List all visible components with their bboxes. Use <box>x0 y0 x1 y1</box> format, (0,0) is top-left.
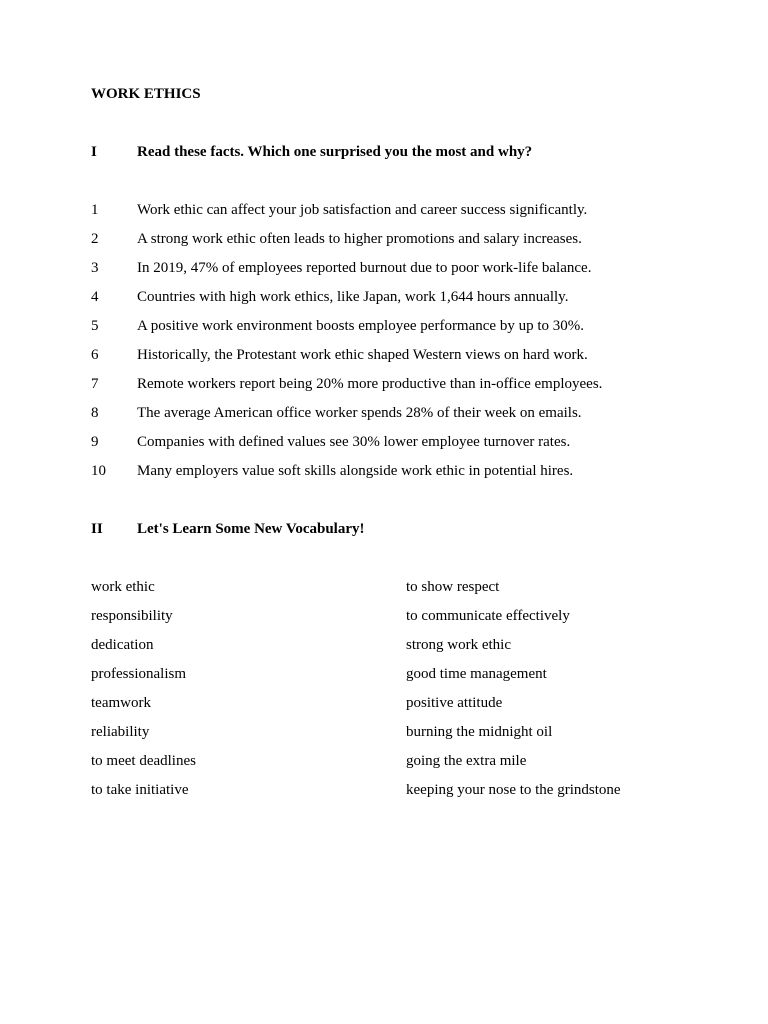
vocab-term: strong work ethic <box>406 637 511 653</box>
fact-text: A positive work environment boosts employee performance by up to 30%. <box>137 318 584 334</box>
vocab-term: teamwork <box>91 695 151 711</box>
vocab-list-right <box>406 578 726 810</box>
vocab-term: reliability <box>91 724 150 740</box>
fact-number: 3 <box>91 260 99 276</box>
fact-number: 10 <box>91 463 106 479</box>
vocab-list-left <box>91 578 411 810</box>
vocab-term: good time management <box>406 666 547 682</box>
section-2-numeral: II <box>91 521 103 537</box>
fact-text: A strong work ethic often leads to higher promotions and salary increases. <box>137 231 582 247</box>
fact-number: 8 <box>91 405 99 421</box>
vocab-term: to meet deadlines <box>91 753 196 769</box>
fact-text: Companies with defined values see 30% lower employee turnover rates. <box>137 434 571 450</box>
fact-text: Many employers value soft skills alongside work ethic in potential hires. <box>137 463 574 479</box>
vocab-term: work ethic <box>91 579 155 595</box>
fact-text: Countries with high work ethics, like Japan, work 1,644 hours annually. <box>137 289 569 305</box>
section-1-heading <box>91 143 711 161</box>
vocab-term: professionalism <box>91 666 186 682</box>
list-item <box>91 317 731 346</box>
fact-number: 7 <box>91 376 99 392</box>
list-item <box>91 433 731 462</box>
list-item <box>91 259 731 288</box>
fact-number: 4 <box>91 289 99 305</box>
section-2-heading <box>91 520 711 538</box>
list-item <box>91 462 731 491</box>
page-title: WORK ETHICS <box>91 86 201 102</box>
list-item <box>91 346 731 375</box>
fact-number: 2 <box>91 231 99 247</box>
list-item <box>91 230 731 259</box>
list-item <box>91 375 731 404</box>
vocab-term: responsibility <box>91 608 173 624</box>
fact-text: Historically, the Protestant work ethic shaped Western views on hard work. <box>137 347 588 363</box>
vocab-term: keeping your nose to the grindstone <box>406 782 621 798</box>
vocab-term: to communicate effectively <box>406 608 570 624</box>
list-item <box>91 201 731 230</box>
fact-text: In 2019, 47% of employees reported burnout due to poor work-life balance. <box>137 260 592 276</box>
vocab-term: going the extra mile <box>406 753 527 769</box>
fact-text: The average American office worker spends 28% of their week on emails. <box>137 405 582 421</box>
list-item <box>91 404 731 433</box>
vocab-term: to take initiative <box>91 782 189 798</box>
fact-number: 5 <box>91 318 99 334</box>
fact-number: 6 <box>91 347 99 363</box>
section-2-title: Let's Learn Some New Vocabulary! <box>137 521 365 537</box>
section-1-numeral: I <box>91 144 97 160</box>
fact-number: 9 <box>91 434 99 450</box>
section-1-title: Read these facts. Which one surprised you the most and why? <box>137 144 533 160</box>
vocab-term: burning the midnight oil <box>406 724 553 740</box>
list-item <box>91 288 731 317</box>
vocab-term: positive attitude <box>406 695 503 711</box>
fact-text: Remote workers report being 20% more productive than in-office employees. <box>137 376 603 392</box>
fact-text: Work ethic can affect your job satisfaction and career success significantly. <box>137 202 588 218</box>
vocab-term: to show respect <box>406 579 500 595</box>
fact-number: 1 <box>91 202 99 218</box>
facts-list <box>91 201 731 491</box>
vocab-term: dedication <box>91 637 154 653</box>
